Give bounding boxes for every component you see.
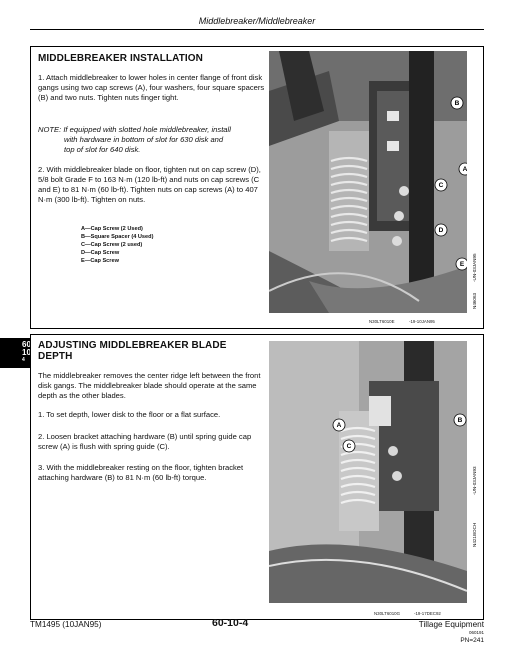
image-date: -19-10JAN95 xyxy=(409,319,435,324)
note-line-1: NOTE: If equipped with slotted hole middlebreaker, install xyxy=(38,125,231,134)
installation-photo xyxy=(269,51,467,313)
callout-A: A xyxy=(462,166,467,174)
tab-line-3: 4 xyxy=(22,357,25,363)
section-title xyxy=(38,340,226,362)
callout-B: B xyxy=(454,100,460,108)
title-line-2: DEPTH xyxy=(38,351,73,362)
install-note xyxy=(38,125,266,155)
manual-id: TM1495 (10JAN95) xyxy=(30,620,102,629)
note-line-3: top of slot for 640 disk. xyxy=(64,145,141,154)
side-code-2: N421BOCH xyxy=(472,522,477,547)
callout-A: A xyxy=(336,422,342,430)
page-header: Middlebreaker/Middlebreaker xyxy=(30,8,484,30)
tab-line-1: 60 xyxy=(22,340,31,349)
side-code-1: -UN-03JAN95 xyxy=(472,253,477,282)
callout-D: D xyxy=(438,227,444,235)
section-tab xyxy=(0,338,30,368)
adjust-intro: The middlebreaker removes the center ridge left between the front disk gangs. The middlebreaker blade should operate at the same depth as the other blades. xyxy=(38,371,261,400)
callout-E: E xyxy=(459,261,465,269)
page-number: 60-10-4 xyxy=(212,617,249,629)
install-step-2: 2. With middlebreaker blade on floor, tighten nut on cap screw (D), 5/8 bolt Grade F to 163 N·m (120 lb-ft) and nuts on cap screws (C and E) to 81 N·m (60 lb-ft). Tighten nuts on cap screws (A) to 407 N·m (300 lb-ft). Tighten on nuts. xyxy=(38,165,261,204)
installation-section xyxy=(30,46,484,329)
title-line-1: ADJUSTING MIDDLEBREAKER BLADE xyxy=(38,340,227,351)
legend-item: B—Square Spacer (4 Used) xyxy=(81,234,154,240)
brand-name: Tillage Equipment xyxy=(418,620,484,629)
legend-item: E—Cap Screw xyxy=(81,258,119,264)
side-code-1: -UN-03JAN93 xyxy=(472,466,477,495)
install-step-1: 1. Attach middlebreaker to lower holes in center flange of front disk gangs using two cap screws (A), four washers, four square spacers (B) and two nuts. Tighten nuts finger tight. xyxy=(38,73,265,102)
callout-C: C xyxy=(438,182,444,190)
adjusting-photo xyxy=(269,341,467,603)
section-title: MIDDLEBREAKER INSTALLATION xyxy=(38,53,203,64)
legend-item: D—Cap Screw xyxy=(81,250,120,256)
parts-legend xyxy=(81,225,153,265)
note-line-2: with hardware in bottom of slot for 630 disk and xyxy=(64,135,224,144)
footer-code: 060191 xyxy=(468,630,484,635)
tab-line-2: 10 xyxy=(22,348,31,357)
image-code: N30LT6010G xyxy=(374,611,401,616)
callout-C: C xyxy=(346,443,352,451)
callout-B: B xyxy=(457,417,463,425)
legend-item: C—Cap Screw (2 used) xyxy=(81,242,143,248)
image-code: N30LT6010E xyxy=(369,319,395,324)
adjust-step-3: 3. With the middlebreaker resting on the floor, tighten bracket attaching hardware (B) to 81 N·m (60 lb-ft) torque. xyxy=(38,463,244,482)
adjust-step-1: 1. To set depth, lower disk to the floor or a flat surface. xyxy=(38,410,221,419)
pn-number: PN=241 xyxy=(460,637,484,644)
adjusting-section xyxy=(30,334,484,620)
legend-item: A—Cap Screw (2 Used) xyxy=(81,226,143,232)
adjust-step-2: 2. Loosen bracket attaching hardware (B) until spring guide cap screw (A) is flush with spring guide (C). xyxy=(38,432,252,451)
side-code-2: N46063 xyxy=(472,292,477,309)
image-date: -19-17DEC92 xyxy=(414,611,441,616)
